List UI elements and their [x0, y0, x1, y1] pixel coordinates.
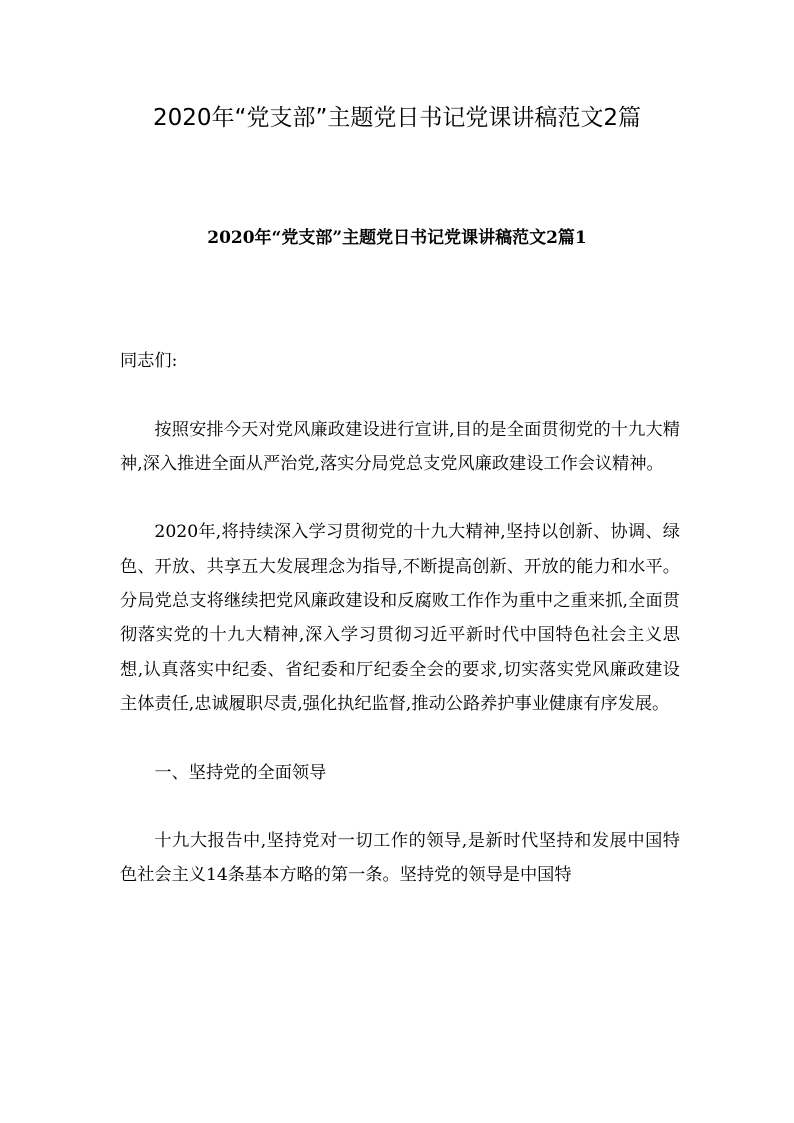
section-title: 2020年“党支部”主题党日书记党课讲稿范文2篇1 [207, 228, 587, 248]
document-title: 2020年“党支部”主题党日书记党课讲稿范文2篇 [153, 105, 641, 131]
paragraph: 按照安排今天对党风廉政建设进行宣讲,目的是全面贯彻党的十九大精神,深入推进全面从严治党,落实分局党总支党风廉政建设工作会议精神。 [120, 419, 680, 474]
paragraph: 十九大报告中,坚持党对一切工作的领导,是新时代坚持和发展中国特色社会主义14条基本方略的第一条。坚持党的领导是中国特 [120, 831, 680, 886]
section-heading: 一、坚持党的全面领导 [154, 762, 327, 783]
document-body [120, 344, 680, 927]
salutation: 同志们: [120, 351, 178, 371]
paragraph: 2020年,将持续深入学习贯彻党的十九大精神,坚持以创新、协调、绿色、开放、共享五大发展理念为指导,不断提高创新、开放的能力和水平。分局党总支将继续把党风廉政建设和反腐败工作作为重中之重来抓,全面贯彻落实党的十九大精神,深入学习贯彻习近平新时代中国特色社会主义思想,认真落实中纪委、省纪委和厅纪委全会的要求,切实落实党风廉政建设主体责任,忠诚履职尽责,强化执纪监督,推动公路养护事业健康有序发展。 [120, 522, 680, 714]
